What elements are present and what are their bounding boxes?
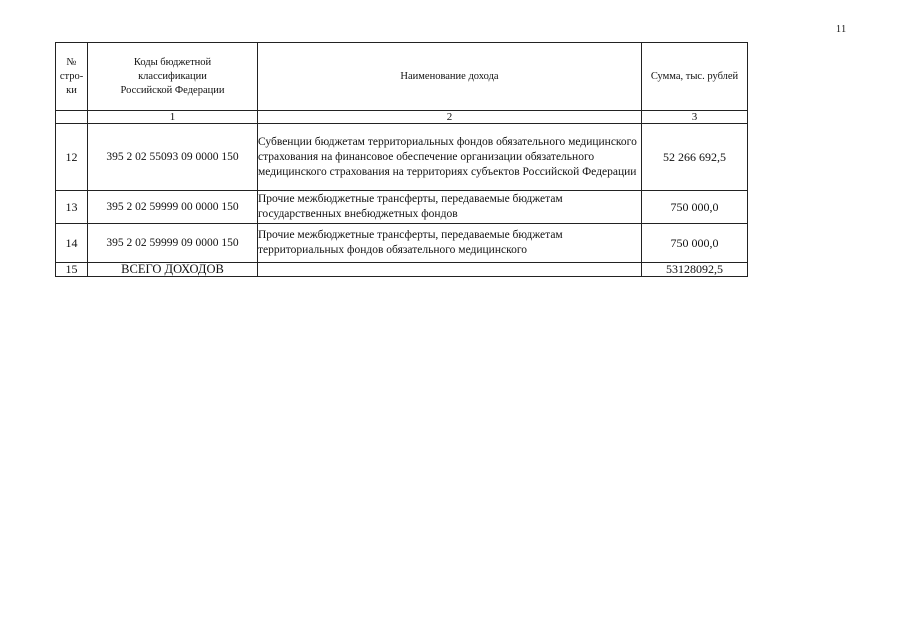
row-number: 15 xyxy=(56,263,88,277)
header-row-number: № стро- ки xyxy=(56,43,88,111)
revenue-sum: 750 000,0 xyxy=(642,224,748,263)
budget-code: 395 2 02 59999 09 0000 150 xyxy=(88,224,258,263)
header-sum: Сумма, тыс. рублей xyxy=(642,43,748,111)
row-number: 14 xyxy=(56,224,88,263)
row-number: 12 xyxy=(56,124,88,191)
column-index-cell xyxy=(56,111,88,124)
table-row xyxy=(56,224,748,263)
revenue-name: Прочие межбюджетные трансферты, передаваемые бюджетам государственных внебюджетных фондов xyxy=(258,191,642,224)
row-number: 13 xyxy=(56,191,88,224)
revenue-name: Субвенции бюджетам территориальных фондов обязательного медицинского страхования на финансовое обеспечение организации обязательного медицинского страхования на территориях субъектов Российской Федерации xyxy=(258,124,642,191)
table-header-row xyxy=(56,43,748,111)
total-sum: 53128092,5 xyxy=(642,263,748,277)
table-row xyxy=(56,191,748,224)
table-row xyxy=(56,124,748,191)
budget-code: 395 2 02 59999 00 0000 150 xyxy=(88,191,258,224)
revenue-sum: 52 266 692,5 xyxy=(642,124,748,191)
column-index-cell: 3 xyxy=(642,111,748,124)
column-index-cell: 2 xyxy=(258,111,642,124)
total-empty-cell xyxy=(258,263,642,277)
total-label: ВСЕГО ДОХОДОВ xyxy=(88,263,258,277)
header-revenue-name: Наименование дохода xyxy=(258,43,642,111)
revenue-table xyxy=(55,42,748,277)
header-budget-code: Коды бюджетной классификации Российской Федерации xyxy=(88,43,258,111)
revenue-sum: 750 000,0 xyxy=(642,191,748,224)
revenue-name: Прочие межбюджетные трансферты, передаваемые бюджетам территориальных фондов обязательного медицинского xyxy=(258,224,642,263)
column-index-cell: 1 xyxy=(88,111,258,124)
total-row xyxy=(56,263,748,277)
budget-code: 395 2 02 55093 09 0000 150 xyxy=(88,124,258,191)
column-index-row xyxy=(56,111,748,124)
page-number: 11 xyxy=(836,24,847,35)
